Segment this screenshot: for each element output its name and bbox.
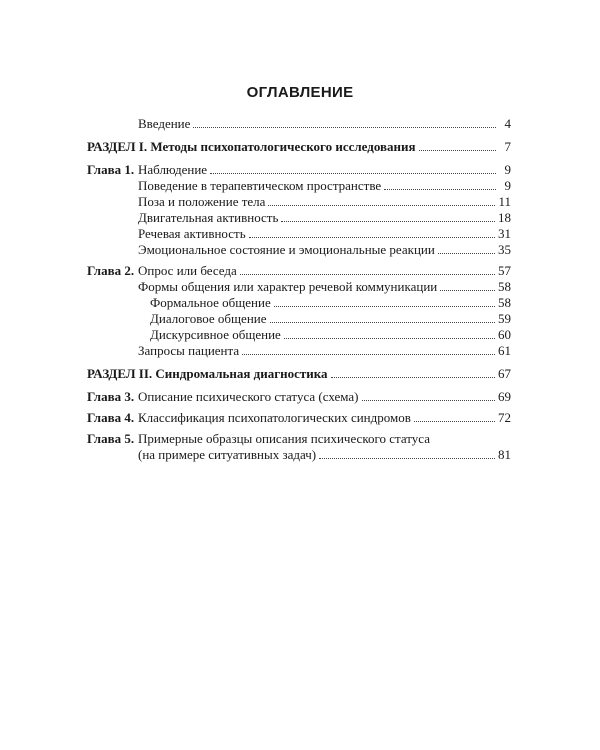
toc-entry-text: Формальное общение <box>150 295 274 311</box>
toc-page-number: 69 <box>498 389 511 404</box>
toc-subsubentry[interactable] <box>87 295 511 311</box>
toc-chapter-3[interactable] <box>87 389 511 405</box>
toc-entry-text: (на примере ситуативных задач) <box>138 447 319 463</box>
dot-leader <box>438 253 495 254</box>
toc-page-number: 18 <box>498 210 511 225</box>
dot-leader <box>270 322 495 323</box>
toc-entry-text: Диалоговое общение <box>150 311 270 327</box>
dot-leader <box>268 205 495 206</box>
dot-leader <box>331 377 495 378</box>
toc-section-1[interactable] <box>87 139 511 155</box>
toc-chapter-4[interactable] <box>87 410 511 426</box>
chapter-label: Глава 5. <box>87 431 135 446</box>
toc-chapter-2[interactable] <box>87 263 511 279</box>
toc-page-number: 58 <box>498 295 511 310</box>
toc-entry-text: Двигательная активность <box>138 210 281 226</box>
toc-entry-text: Примерные образцы описания психического статуса <box>138 431 433 447</box>
toc-page-number: 31 <box>498 226 511 241</box>
toc-chapter-5[interactable] <box>87 431 511 447</box>
toc-entry-text: Дискурсивное общение <box>150 327 284 343</box>
toc-subentry[interactable] <box>87 226 511 242</box>
toc-subentry[interactable] <box>87 178 511 194</box>
chapter-label: Глава 3. <box>87 389 135 404</box>
toc-page-number: 57 <box>498 263 511 278</box>
toc-chapter-1[interactable] <box>87 162 511 178</box>
dot-leader <box>362 400 495 401</box>
dot-leader <box>193 127 496 128</box>
toc-subsubentry[interactable] <box>87 311 511 327</box>
dot-leader <box>284 338 495 339</box>
toc-subentry[interactable] <box>87 279 511 295</box>
toc-chapter-5-continued[interactable] <box>87 447 511 463</box>
dot-leader <box>210 173 496 174</box>
toc-page-number: 59 <box>498 311 511 326</box>
toc-entry-text: Эмоциональное состояние и эмоциональные реакции <box>138 242 438 258</box>
toc-page-number: 9 <box>504 162 511 177</box>
toc-page-number: 7 <box>504 139 511 154</box>
toc-page-number: 61 <box>498 343 511 358</box>
chapter-label: Глава 1. <box>87 162 135 177</box>
toc-entry-text: Поведение в терапевтическом пространстве <box>138 178 384 194</box>
toc-page-number: 60 <box>498 327 511 342</box>
dot-leader <box>274 306 495 307</box>
toc-entry-text: Описание психического статуса (схема) <box>138 389 362 405</box>
toc-subentry[interactable] <box>87 194 511 210</box>
toc-section-text: РАЗДЕЛ II. Синдромальная диагностика <box>87 366 331 382</box>
toc-page-number: 58 <box>498 279 511 294</box>
toc-page-number: 9 <box>504 178 511 193</box>
toc-section-2[interactable] <box>87 366 511 382</box>
chapter-label: Глава 4. <box>87 410 135 425</box>
toc-entry-text: Поза и положение тела <box>138 194 268 210</box>
chapter-label: Глава 2. <box>87 263 135 278</box>
toc-page-number: 81 <box>498 447 511 462</box>
toc-page-number: 11 <box>498 194 511 209</box>
toc-entry-intro[interactable] <box>87 116 511 132</box>
toc-section-text: РАЗДЕЛ I. Методы психопатологического исследования <box>87 139 419 155</box>
dot-leader <box>240 274 495 275</box>
toc-subentry[interactable] <box>87 242 511 258</box>
toc-subentry[interactable] <box>87 210 511 226</box>
dot-leader <box>414 421 495 422</box>
toc-entry-text: Наблюдение <box>138 162 210 178</box>
table-of-contents <box>87 116 511 463</box>
toc-page-number: 72 <box>498 410 511 425</box>
dot-leader <box>419 150 496 151</box>
dot-leader <box>281 221 495 222</box>
toc-entry-text: Классификация психопатологических синдромов <box>138 410 414 426</box>
toc-entry-text: Введение <box>138 116 193 132</box>
toc-page-number: 4 <box>504 116 511 131</box>
toc-entry-text: Опрос или беседа <box>138 263 240 279</box>
toc-entry-text: Речевая активность <box>138 226 249 242</box>
toc-subsubentry[interactable] <box>87 327 511 343</box>
toc-page-number: 35 <box>498 242 511 257</box>
dot-leader <box>384 189 496 190</box>
dot-leader <box>242 354 495 355</box>
page-title: ОГЛАВЛЕНИЕ <box>246 84 354 101</box>
toc-entry-text: Запросы пациента <box>138 343 242 359</box>
dot-leader <box>249 237 495 238</box>
toc-page-number: 67 <box>498 366 511 381</box>
dot-leader <box>319 458 495 459</box>
dot-leader <box>440 290 495 291</box>
toc-subentry[interactable] <box>87 343 511 359</box>
toc-entry-text: Формы общения или характер речевой коммуникации <box>138 279 440 295</box>
